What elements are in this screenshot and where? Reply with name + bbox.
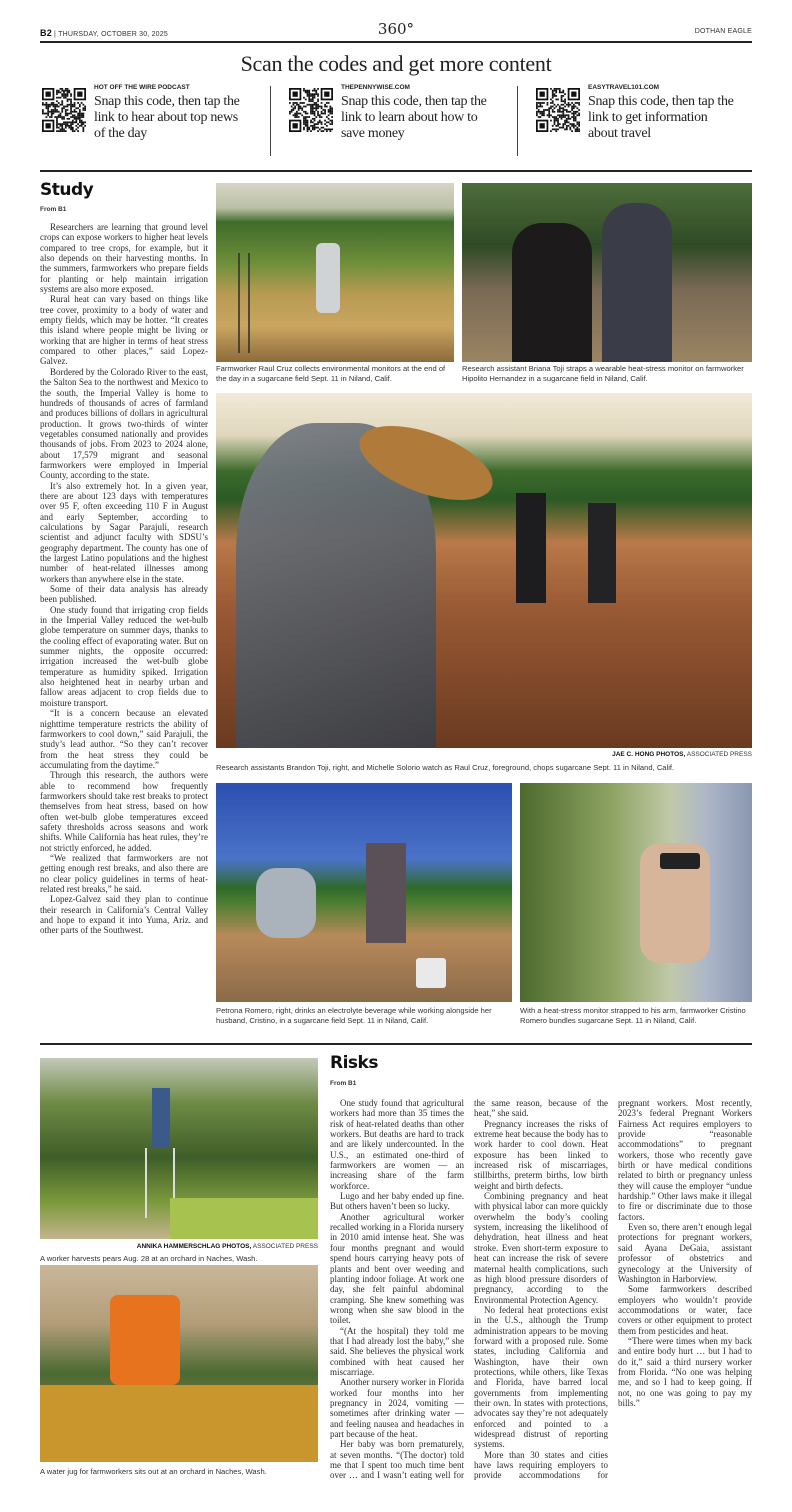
bucket	[416, 958, 446, 988]
photo-caption: A worker harvests pears Aug. 28 at an orchard in Naches, Wash.	[40, 1254, 258, 1263]
paragraph: Another agricultural worker recalled working in a Florida nursery in 2010 amid intense heat. She was four months pregnant and would spend hours carrying heavy pots of plants and bent over weeding and planting indoor foliage. At work one day, she felt painful abdominal cramping. She knew something was wrong when she saw blood in the toilet.	[330, 1211, 464, 1326]
date: THURSDAY, OCTOBER 30, 2025	[58, 31, 168, 38]
photographer: JAE C. HONG PHOTOS,	[612, 751, 686, 758]
paragraph: “We realized that farmworkers are not getting enough rest breaks, and also there are no clear policy guidelines in terms of heat-related rest breaks,” he said.	[40, 852, 208, 894]
worker-figure	[152, 1088, 170, 1148]
photo-sugarcane-chopping	[216, 393, 752, 748]
paragraph: It’s also extremely hot. In a given year, there are about 123 days with temperatures over 95 F, often exceeding 110 F in August and early September, according to calculations by Sagar Parajuli, research scientist and adjunct faculty with SDSU’s geography department. The county has one of the largest Latino populations and the highest number of heat-related illnesses among workers than anywhere else in the state.	[40, 480, 208, 584]
water-jug	[110, 1295, 180, 1385]
risks-headline: Risks	[330, 1053, 378, 1073]
paragraph: Lugo and her baby ended up fine. But others haven’t been so lucky.	[330, 1191, 464, 1212]
paragraph: One study found that irrigating crop fields in the Imperial Valley reduced the wet-bulb globe temperature on summer days, thanks to the cooling effect of evaporating water. But on summer nights, the opposite occurred: irrigation increased the wet-bulb globe temperature as humidity spiked. Irrigation also heightened heat in nearby urban and fallow areas adjacent to crop fields due to moisture transport.	[40, 604, 208, 708]
tripod	[238, 253, 250, 353]
paragraph: No federal heat protections exist in the U.S., although the Trump administration appears to be moving forward with a proposed rule. Some states, including California and Washington, have their own protections, while others, like Texas and Florida, have barred local governments from implementing their own. In states with protections, advocates say they’re not adequately enforced and pointed to a widespread distrust of reporting systems.	[474, 1304, 608, 1450]
study-body	[40, 222, 208, 936]
agency: ASSOCIATED PRESS	[251, 1243, 318, 1250]
photo-caption: Research assistants Brandon Toji, right, and Michelle Solorio watch as Raul Cruz, foreground, chops sugarcane Sept. 11 in Niland, Calif.	[216, 763, 675, 772]
study-jump-line: From B1	[40, 206, 67, 213]
qr-code-icon[interactable]	[289, 88, 333, 132]
promo-label: THEPENNYWISE.COM	[341, 84, 410, 91]
research-assistant-figure	[516, 493, 546, 603]
paragraph: Another nursery worker in Florida worked four months into her pregnancy in 2024, vomiting — sometimes after drinking water — and feeling nausea and headaches in part because of the heat.	[330, 1377, 464, 1439]
study-headline: Study	[40, 180, 94, 200]
divider	[517, 86, 518, 156]
promo-pennywise[interactable]	[289, 84, 509, 156]
petrona-figure	[366, 843, 406, 943]
photo-caption: A water jug for farmworkers sits out at an orchard in Naches, Wash.	[40, 1467, 267, 1476]
paragraph: Pregnancy increases the risks of extreme heat because the body has to work harder to cool down. Heat exposure has been linked to increased risk of miscarriages, stillbirths, preterm births, low birth weight and birth defects.	[474, 1118, 608, 1191]
tractor	[40, 1385, 318, 1462]
paragraph: Some of their data analysis has already been published.	[40, 584, 208, 605]
section-rule	[40, 170, 752, 172]
research-assistant-figure	[512, 223, 592, 362]
promo-title: Scan the codes and get more content	[240, 51, 552, 76]
section-rule	[40, 1043, 752, 1045]
paragraph: Her baby was born prematurely, at seven months. “(The doctor) told me that I spent too much time bent over … and I wasn’t eating well for the same reason, because of the heat,” she said.	[330, 1098, 608, 1481]
paragraph: Rural heat can vary based on things like tree cover, proximity to a body of water and empty fields, which may be hotter. “It creates this island where people might be living or working that are higher in terms of heat stress compared to other places,” said Lopez-Galvez.	[40, 294, 208, 367]
paragraph: Even so, there aren’t enough legal protections for pregnant workers, said Ayana DeGaia, assistant professor of obstetrics and gynecology at the University of Washington in Harborview.	[618, 1222, 752, 1284]
promo-text: Snap this code, then tap the link to get information about travel	[588, 94, 734, 141]
farmworker-figure	[316, 243, 340, 313]
page-folio: B2 | THURSDAY, OCTOBER 30, 2025	[40, 28, 168, 38]
promo-text: Snap this code, then tap the link to hear about top news of the day	[94, 94, 240, 141]
research-assistant-figure	[588, 503, 616, 603]
promo-label: HOT OFF THE WIRE PODCAST	[94, 84, 190, 91]
cristino-figure	[256, 868, 316, 938]
photo-caption: Research assistant Briana Toji straps a wearable heat-stress monitor on farmworker Hipolito Hernandez in a sugarcane field in Niland, Calif.	[462, 364, 744, 383]
photographer: ANNIKA HAMMERSCHLAG PHOTOS,	[136, 1243, 252, 1250]
promo-easytravel[interactable]	[536, 84, 756, 156]
page-number: B2	[40, 28, 52, 38]
photo-electrolyte-drink	[216, 783, 512, 1002]
promo-text: Snap this code, then tap the link to learn about how to save money	[341, 94, 487, 141]
photo-bundling-sugarcane	[520, 783, 752, 1002]
paper-name: DOTHAN EAGLE	[694, 28, 752, 35]
paragraph: “It is a concern because an elevated nighttime temperature restricts the ability of farmworkers to cool down,” said Parajuli, the study’s lead author. “So they can’t recover from the heat stress they could be accumulating from the daytime.”	[40, 708, 208, 770]
paragraph: “There were times when my back and entire body hurt … but I had to do it,” said a third nursery worker from Florida. “No one was helping me, and so I had to keep going. If not, no one was going to pay my bills.”	[618, 1335, 752, 1408]
photo-caption: Farmworker Raul Cruz collects environmental monitors at the end of the day in a sugarcane field Sept. 11 in Niland, Calif.	[216, 364, 446, 383]
farmworker-figure	[602, 203, 672, 362]
risks-body	[330, 1098, 752, 1490]
promo-podcast[interactable]	[42, 84, 262, 156]
promo-label: EASYTRAVEL101.COM	[588, 84, 660, 91]
photo-credit	[40, 1243, 318, 1250]
agency: ASSOCIATED PRESS	[685, 751, 752, 758]
heat-monitor	[660, 853, 700, 869]
section-name: 360°	[377, 20, 415, 38]
paragraph: More than 30 states and cities have laws requiring employers to provide accommodations for pregnant workers. Most recently, 2023’s federal Pregnant Workers Fairness Act requires employers to provide “reasonable accommodations” to pregnant workers, those who recently gave birth or have medical conditions related to birth or pregnancy unless they will cause the employer “undue hardship.” Other laws make it illegal to fire or discriminate due to those factors.	[474, 1098, 752, 1481]
header-rule	[40, 41, 752, 43]
photo-farmworker-monitors	[216, 183, 454, 362]
paragraph: Researchers are learning that ground level crops can expose workers to higher heat levels compared to tree crops, for example, but it also depends on their harvesting months. In the summers, farmworkers who prepare fields for planting or help maintain irrigation systems are also more exposed.	[40, 222, 208, 295]
paragraph: Bordered by the Colorado River to the east, the Salton Sea to the northwest and Mexico to the south, the Imperial Valley is home to hundreds of thousands of acres of farmland and produces billions of dollars in agricultural production. It grows two-thirds of winter vegetables consumed nationally and provides thousands of jobs. From 2023 to 2024 alone, about 17,579 migrant and seasonal farmworkers were employed in Imperial County, according to the state.	[40, 366, 208, 481]
paragraph: Some farmworkers described employers who wouldn’t provide accommodations or water, face covers or other equipment to protect them from pesticides and heat.	[618, 1284, 752, 1336]
paragraph: Combining pregnancy and heat with physical labor can more quickly overwhelm the body’s cooling system, increasing the likelihood of dehydration, heat illness and heat stroke. Even short-term exposure to heat can increase the risk of severe maternal health complications, such as high blood pressure disorders of pregnancy, according to the Environmental Protection Agency.	[474, 1191, 608, 1305]
risks-jump-line: From B1	[330, 1080, 357, 1087]
photo-water-jug	[40, 1265, 318, 1462]
paragraph: “(At the hospital) they told me that I had already lost the baby,” she said. She believes the physical work combined with heat caused her miscarriage.	[330, 1325, 464, 1377]
paragraph: Lopez-Galvez said they plan to continue their research in California’s Central Valley and hope to expand it into Yuma, Ariz. and other parts of the Southwest.	[40, 894, 208, 936]
photo-credit	[216, 751, 752, 758]
photo-caption: Petrona Romero, right, drinks an electrolyte beverage while working alongside her husband, Cristino, in a sugarcane field Sept. 11 in Niland, Calif.	[216, 1006, 492, 1025]
divider	[270, 86, 271, 156]
qr-code-icon[interactable]	[42, 88, 86, 132]
paragraph: One study found that agricultural workers had more than 35 times the risk of heat-related deaths than other workers. But deaths are hard to track and are likely undercounted. In the U.S., an estimated one-third of farmworkers are women — an increasing share of the farm workforce.	[330, 1098, 464, 1191]
photo-pear-harvest	[40, 1058, 318, 1239]
photo-caption: With a heat-stress monitor strapped to his arm, farmworker Cristino Romero bundles sugarcane Sept. 11 in Niland, Calif.	[520, 1006, 746, 1025]
paragraph: Through this research, the authors were able to recommend how frequently farmworkers should take rest breaks to protect themselves from heat stress, based on how often wet-bulb globe temperatures exceed safety thresholds across seasons and work shifts. While California has heat rules, they’re not strictly enforced, he added.	[40, 770, 208, 853]
qr-code-icon[interactable]	[536, 88, 580, 132]
photo-heat-monitor-strap	[462, 183, 752, 362]
pear-bin	[170, 1198, 318, 1239]
